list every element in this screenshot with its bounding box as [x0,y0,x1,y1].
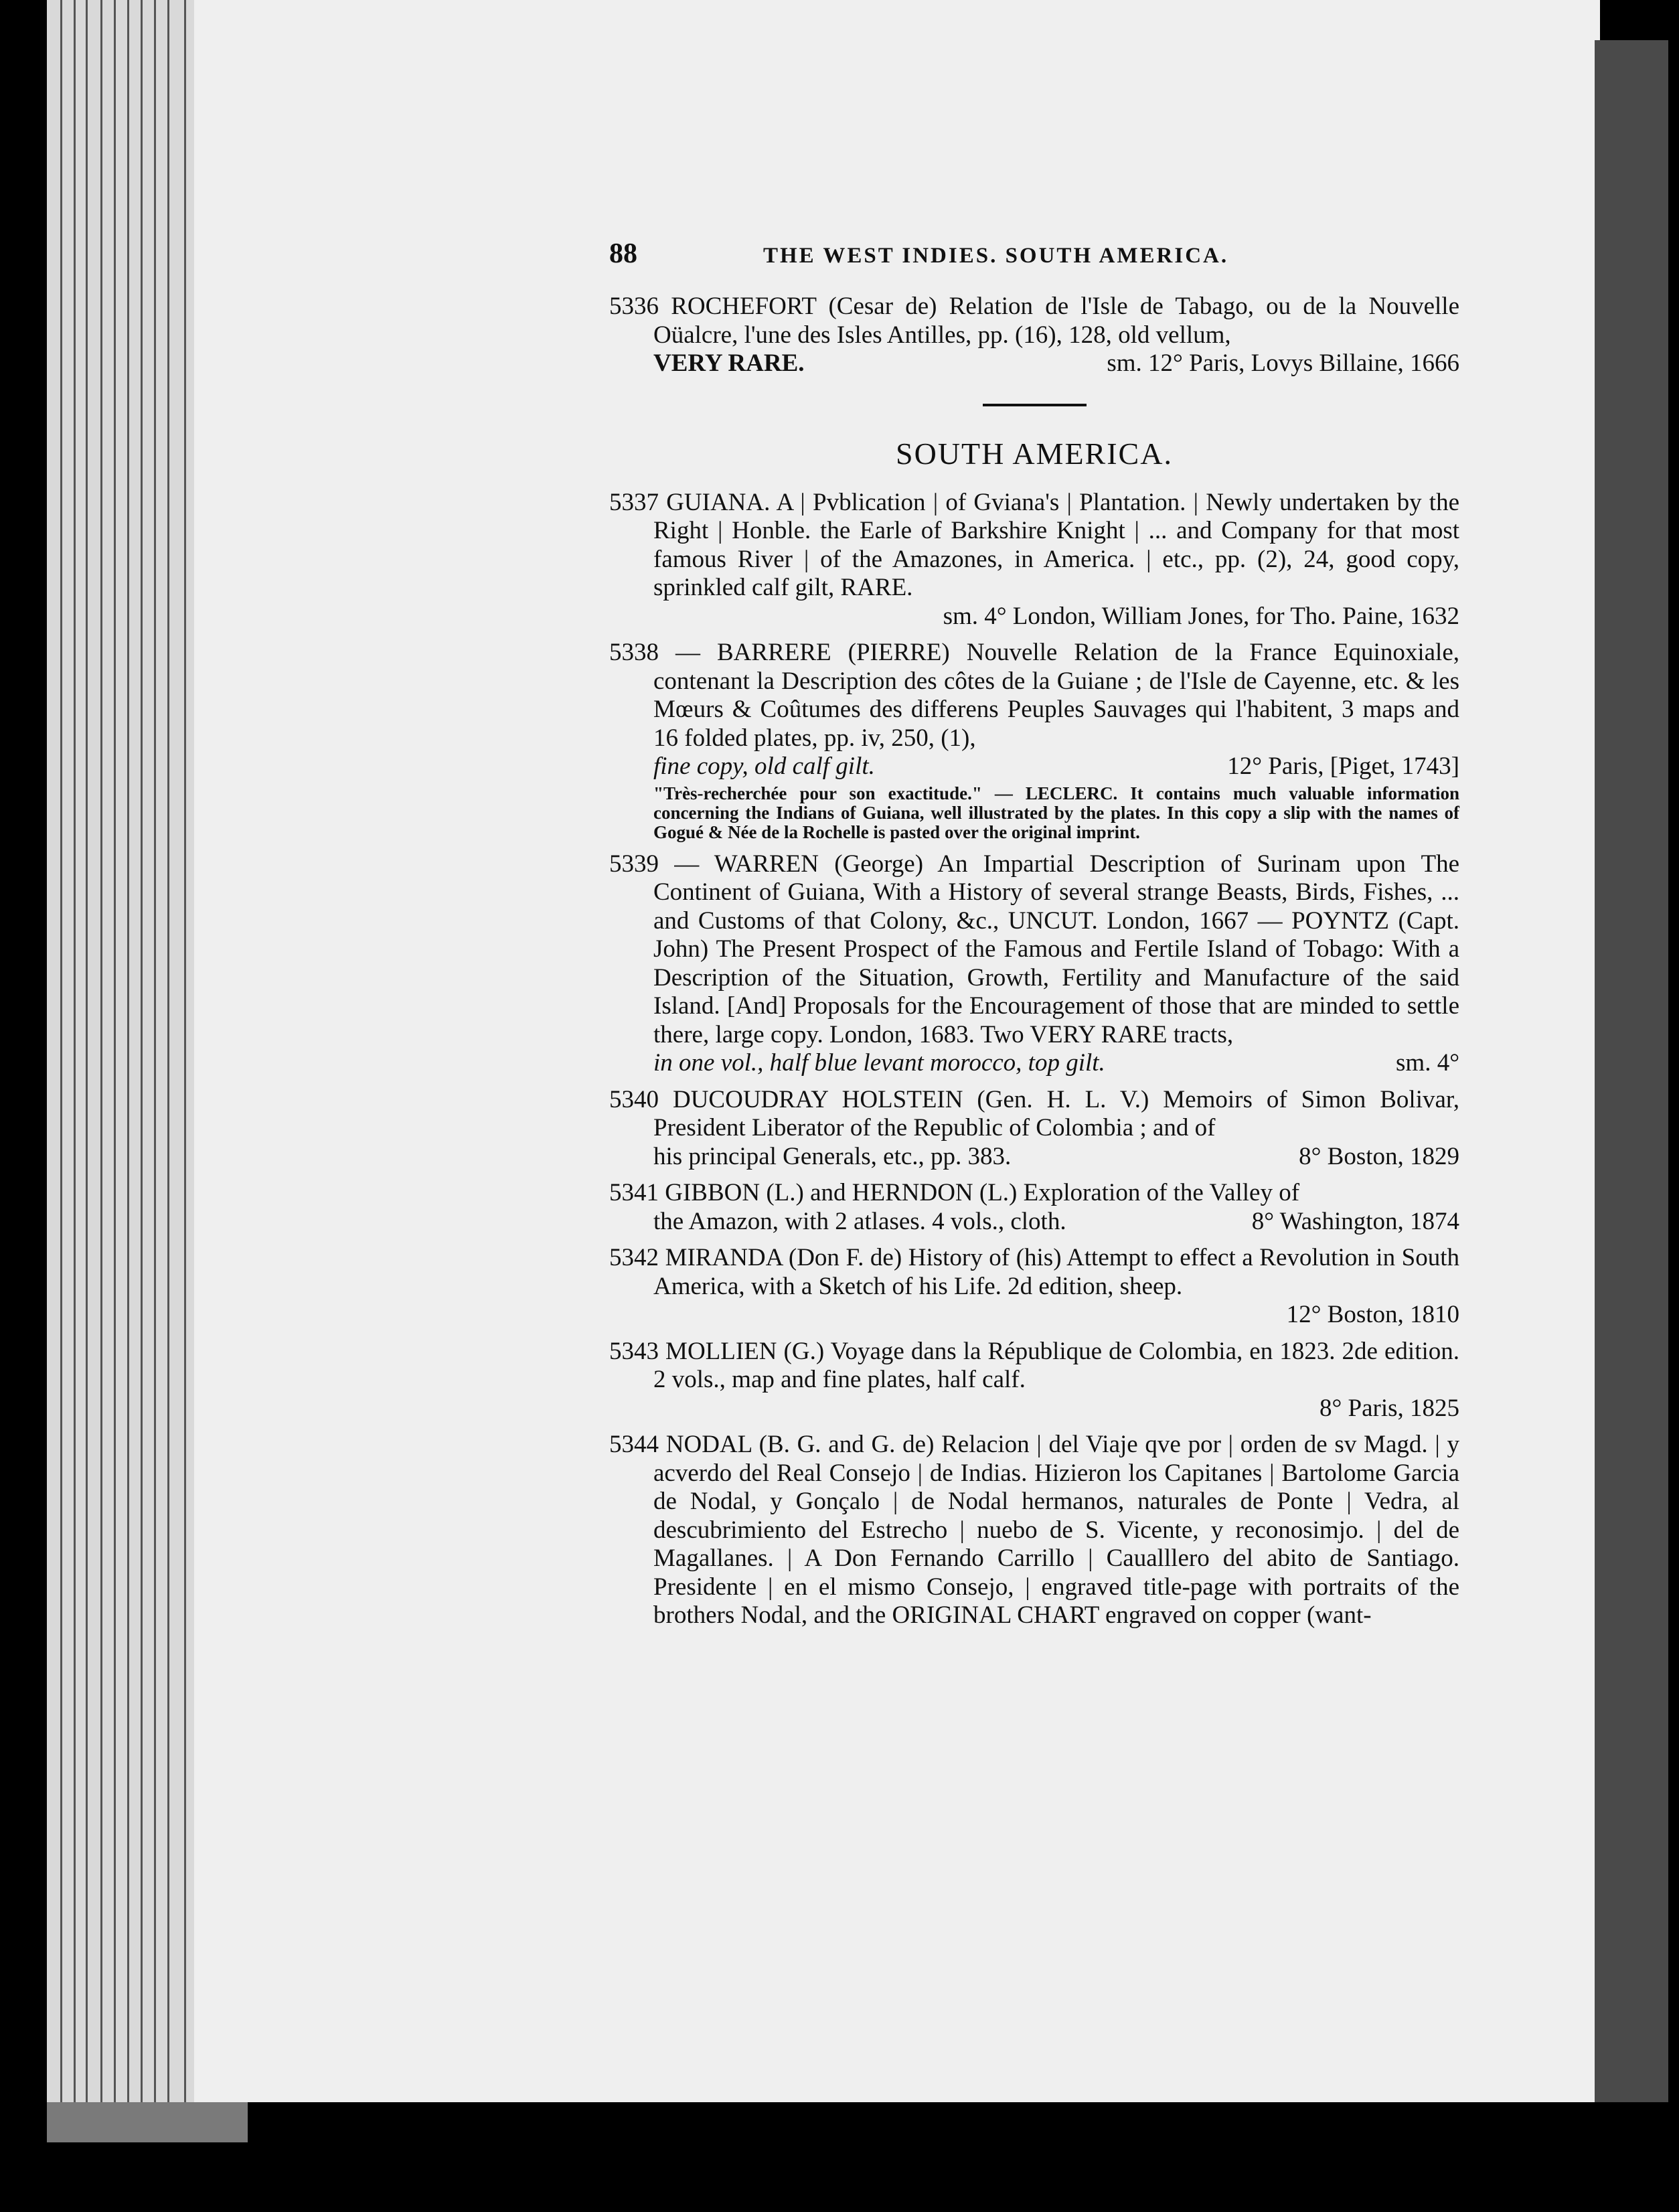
entry-number: 5339 [609,850,659,878]
page-shadow [1595,40,1668,2102]
entry-number: 5338 [609,639,659,666]
entry-number: 5343 [609,1337,659,1365]
catalog-entry-5342 [609,1244,1459,1330]
entry-condition: the Amazon, with 2 atlases. 4 vols., cloth. [653,1207,1066,1235]
book-bottom-edge [47,2102,248,2142]
entry-number: 5342 [609,1244,659,1271]
page-content [609,238,1459,1630]
catalog-entry-5338 [609,639,1459,842]
entry-imprint: 8° Washington, 1874 [1251,1207,1459,1235]
entry-imprint: 12° Paris, [Piget, 1743] [1227,753,1459,780]
section-divider [983,404,1087,406]
entry-text: — BARRERE (PIERRE) Nouvelle Relation de la France Equinoxiale, contenant la Description des côtes de la Guiane ; de l'Isle de Cayenne, etc. & les Mœurs & Coûtumes des differens Peuples Sauvages qui l'habitent, 3 maps and 16 folded plates, pp. iv, 250, (1), [653,639,1459,752]
entry-rarity: VERY RARE. [653,349,805,377]
entry-condition: fine copy, old calf gilt. [653,753,875,780]
catalog-entry-5344 [609,1431,1459,1630]
entry-text: GIBBON (L.) and HERNDON (L.) Exploration of the Valley of [665,1179,1300,1206]
entry-text: NODAL (B. G. and G. de) Relacion | del Viaje qve por | orden de sv Magd. | y acverdo del Real Consejo | de Indias. Hizieron los Capitanes | Bartolome Garcia de Nodal, y Gonçalo | de Nodal hermanos, naturales de Ponte | Vedra, al descubrimiento del Estrecho | nuebo de S. Vicente, y reconosimjo. | del de Magallanes. | A Don Fernando Carrillo | Caualllero del abito de Santiago. Presidente | en el mismo Consejo, | engraved title-page with portraits of the brothers Nodal, and the ORIGINAL CHART engraved on copper (want- [653,1431,1460,1629]
running-title: THE WEST INDIES. SOUTH AMERICA. [763,244,1229,268]
catalog-entry-5339 [609,850,1459,1078]
entry-text: DUCOUDRAY HOLSTEIN (Gen. H. L. V.) Memoirs of Simon Bolivar, President Liberator of the Republic of Colombia ; and of [653,1085,1459,1141]
entry-number: 5340 [609,1085,659,1113]
entry-imprint: 12° Boston, 1810 [1286,1301,1459,1328]
entry-text: — WARREN (George) An Impartial Description of Surinam upon The Continent of Guiana, With a History of several strange Beasts, Birds, Fishes, ... and Customs of that Colony, &c., UNCUT. London, 1667 — POYNTZ (Capt. John) The Present Prospect of the Famous and Fertile Island of Tobago: With a Description of the Situation, Growth, Fertility and Manufacture of the said Island. [And] Proposals for the Encouragement of those that are minded to settle there, large copy. London, 1683. Two VERY RARE tracts, [653,850,1459,1048]
entry-number: 5341 [609,1179,659,1206]
entry-imprint: 8° Paris, 1825 [1319,1394,1459,1422]
entry-text: MOLLIEN (G.) Voyage dans la République de Colombia, en 1823. 2de edition. 2 vols., map and fine plates, half calf. [653,1337,1460,1393]
catalog-entry-5336 [609,293,1459,378]
entry-note: "Très-recherchée pour son exactitude." — LECLERC. It contains much valuable information concerning the Indians of Guiana, well illustrated by the plates. In this copy a slip with the names of Gogué & Née de la Rochelle is pasted over the original imprint. [653,783,1459,842]
catalog-entry-5343 [609,1338,1459,1423]
entry-text: GUIANA. A | Pvblication | of Gviana's | Plantation. | Newly undertaken by the Right | Honble. the Earle of Barkshire Knight | ... and Company for that most famous River | of the Amazones, in America. | etc., pp. (2), 24, good copy, sprinkled calf gilt, RARE. [653,488,1460,601]
entry-text: ROCHEFORT (Cesar de) Relation de l'Isle de Tabago, ou de la Nouvelle Oüalcre, l'une des Isles Antilles, pp. (16), 128, old vellum, [653,293,1460,349]
entry-imprint: sm. 4° London, William Jones, for Tho. Paine, 1632 [943,602,1459,630]
page-number: 88 [609,238,637,269]
catalog-entry-5337 [609,489,1459,631]
entry-text: MIRANDA (Don F. de) History of (his) Attempt to effect a Revolution in South America, with a Sketch of his Life. 2d edition, sheep. [653,1244,1460,1300]
section-title: SOUTH AMERICA. [896,436,1173,471]
entry-imprint: 8° Boston, 1829 [1299,1142,1459,1170]
catalog-entry-5340 [609,1086,1459,1172]
entry-condition: in one vol., half blue levant morocco, top gilt. [653,1049,1105,1077]
entry-number: 5336 [609,293,659,320]
catalog-entry-5341 [609,1179,1459,1236]
entry-number: 5337 [609,488,659,516]
entry-condition: his principal Generals, etc., pp. 383. [653,1142,1012,1170]
entry-imprint: sm. 4° [1396,1049,1459,1077]
running-head [609,238,1459,285]
entry-imprint: sm. 12° Paris, Lovys Billaine, 1666 [1107,349,1459,377]
entry-number: 5344 [609,1431,659,1458]
